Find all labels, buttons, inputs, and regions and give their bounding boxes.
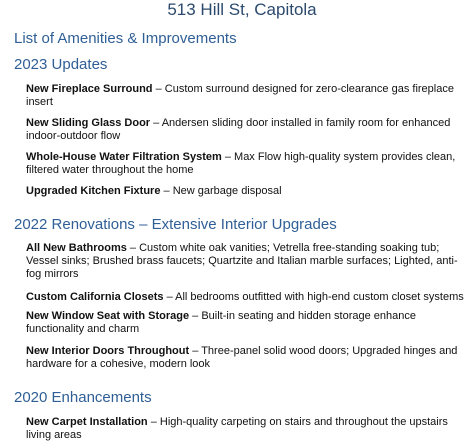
item-separator: – [221, 151, 235, 163]
item-name: New Sliding Glass Door [26, 117, 151, 129]
item-name: Custom California Closets [26, 291, 164, 303]
list-item [26, 242, 464, 281]
item-description: Three-panel solid wood doors; Upgraded hinges and hardware for a cohesive, modern look [26, 345, 458, 370]
item-description: All bedrooms outfitted with high-end custom closet systems [175, 291, 464, 303]
item-name: All New Bathrooms [26, 242, 127, 254]
item-description: New garbage disposal [172, 185, 282, 197]
item-separator: – [150, 117, 162, 129]
list-item [26, 185, 464, 198]
list-item [26, 310, 464, 336]
section-title-2023: 2023 Updates [14, 56, 108, 73]
item-separator: – [126, 242, 140, 254]
item-description: High-quality carpeting on stairs and throughout the upstairs living areas [26, 416, 448, 441]
section-title-2020: 2020 Enhancements [14, 389, 152, 406]
item-name: New Fireplace Surround [26, 83, 153, 95]
item-separator: – [147, 416, 160, 428]
item-name: Upgraded Kitchen Fixture [26, 185, 161, 197]
item-separator: – [152, 83, 165, 95]
list-item [26, 416, 464, 442]
item-separator: – [189, 345, 202, 357]
item-description: Built-in seating and hidden storage enhance functionality and charm [26, 310, 416, 335]
document-heading: List of Amenities & Improvements [14, 30, 237, 47]
list-item [26, 83, 464, 109]
item-description: Custom white oak vanities; Vetrella free-standing soaking tub; Vessel sinks; Brushed brass faucets; Quartzite and Italian marble surfaces; Lighted, anti-fog mirrors [26, 242, 458, 280]
list-item [26, 117, 464, 143]
list-item [26, 151, 464, 177]
item-name: Whole-House Water Filtration System [26, 151, 222, 163]
item-name: New Carpet Installation [26, 416, 148, 428]
item-name: New Window Seat with Storage [26, 310, 190, 322]
item-separator: – [189, 310, 202, 322]
list-item [26, 345, 464, 371]
item-description: Max Flow high-quality system provides clean, filtered water throughout the home [26, 151, 456, 176]
page-title: 513 Hill St, Capitola [167, 0, 317, 19]
section-title-2022: 2022 Renovations – Extensive Interior Upgrades [14, 216, 337, 233]
list-item [26, 291, 464, 304]
item-description: Andersen sliding door installed in family room for enhanced indoor-outdoor flow [26, 117, 451, 142]
item-name: New Interior Doors Throughout [26, 345, 190, 357]
item-description: Custom surround designed for zero-clearance gas fireplace insert [26, 83, 454, 108]
item-separator: – [163, 291, 176, 303]
item-separator: – [160, 185, 173, 197]
